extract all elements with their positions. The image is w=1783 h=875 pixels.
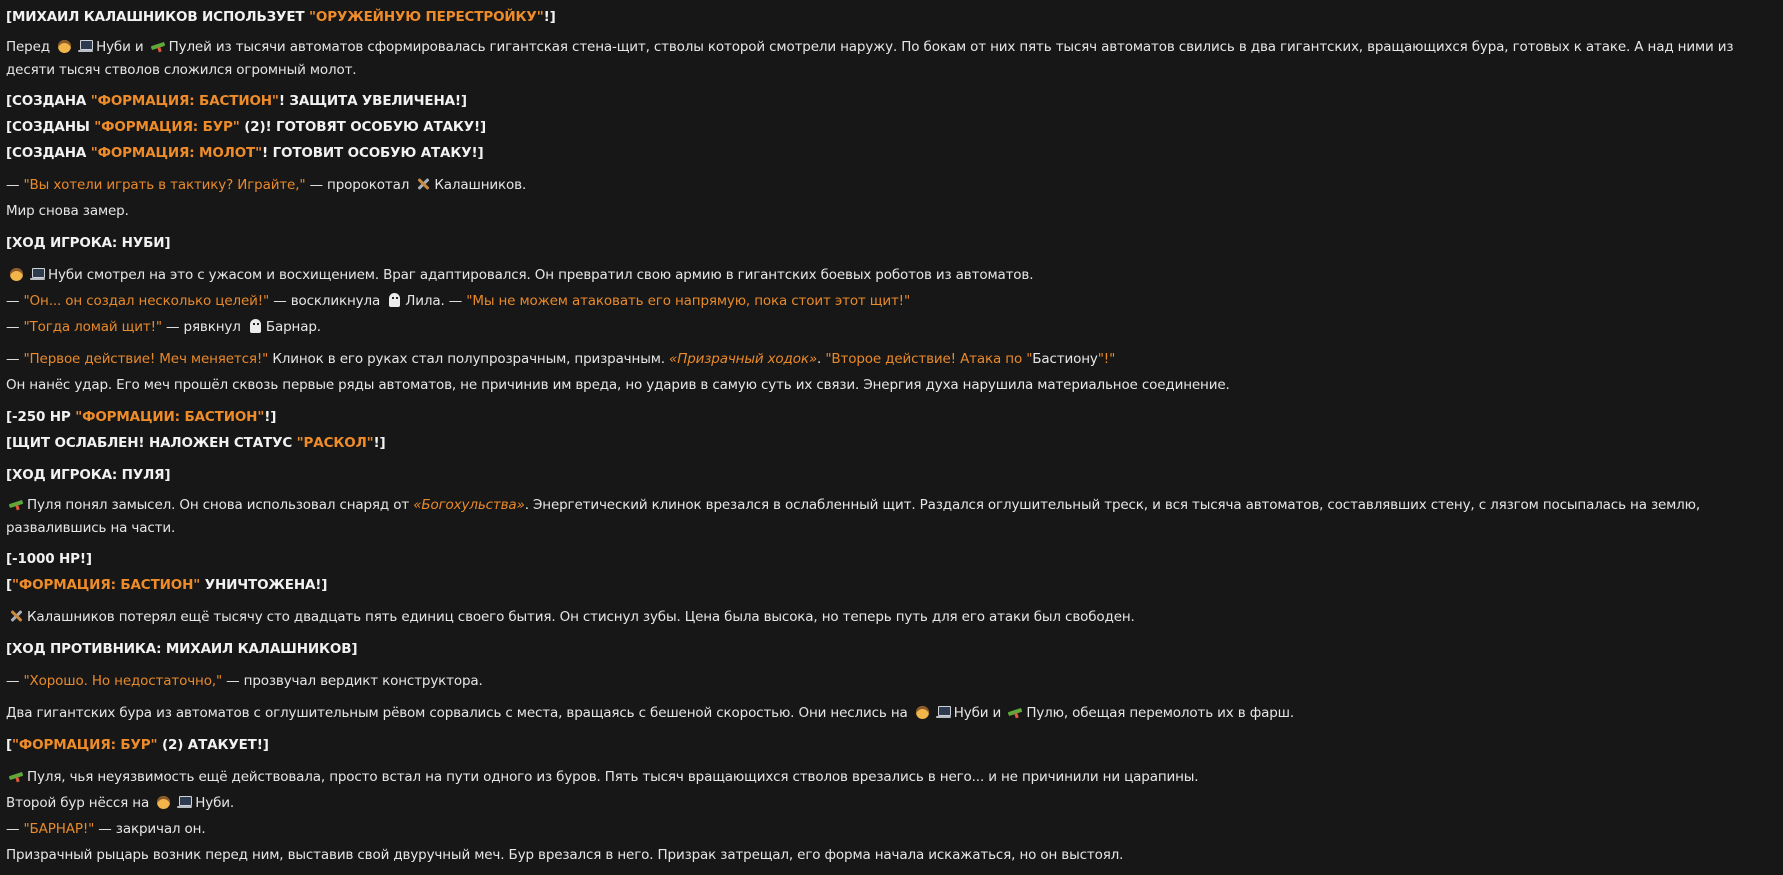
message-text: Перед <box>6 39 55 55</box>
dialogue-line <box>6 288 1773 314</box>
message-text: Нуби смотрел на это с ужасом и восхищением. Враг адаптировался. Он превратил свою армию в гигантских боевых роботов из автоматов. <box>48 267 1034 283</box>
message-text: Призрачный рыцарь возник перед ним, выставив свой двуручный меч. Бур врезался в него. Призрак затрещал, его форма начала искажаться, но он выстоял. <box>6 847 1124 863</box>
status-name: "РАСКОЛ" <box>296 435 374 451</box>
dialogue-line <box>6 346 1773 372</box>
message-text: УНИЧТОЖЕНА!] <box>200 577 328 593</box>
message-text: Два гигантских бура из автоматов с оглушительным рёвом сорвались с места, вращаясь с бешеной скоростью. Они неслись на <box>6 705 912 721</box>
message-text: . Энергетический клинок врезался в ослабленный щит. Раздался оглушительный треск, и вся тысяча автоматов, составлявших стену, с лязгом посыпалась на землю, развалившись на части. <box>6 497 1701 536</box>
narration-line <box>6 604 1773 630</box>
quote: "!" <box>1097 351 1116 367</box>
formation-name: "ФОРМАЦИЯ: МОЛОТ" <box>90 145 263 161</box>
face-icon <box>156 795 171 809</box>
message-text: [ <box>6 737 13 753</box>
message-text: Калашников. <box>434 177 527 193</box>
message-text: (2) АТАКУЕТ!] <box>157 737 269 753</box>
message-text: [ХОД ПРОТИВНИКА: МИХАИЛ КАЛАШНИКОВ] <box>6 641 358 657</box>
message-text: ! ГОТОВИТ ОСОБУЮ АТАКУ!] <box>262 145 484 161</box>
dialogue-line <box>6 172 1773 198</box>
laptop-icon <box>936 705 951 719</box>
quote: "Хорошо. Но недостаточно," <box>23 673 223 689</box>
laptop-icon <box>177 795 192 809</box>
narration-paragraph <box>6 36 1773 82</box>
message-text: — пророкотал <box>305 177 414 193</box>
message-text: — воскликнула <box>269 293 385 309</box>
message-text: Пуля понял замысел. Он снова использовал снаряд от <box>27 497 414 513</box>
system-message <box>6 140 1773 166</box>
message-text: [ХОД ИГРОКА: НУБИ] <box>6 235 171 251</box>
laptop-icon <box>78 39 93 53</box>
system-message <box>6 546 1773 572</box>
message-text: [-250 HP <box>6 409 76 425</box>
message-text: !] <box>373 435 386 451</box>
quote: "Мы не можем атаковать его напрямую, пока стоит этот щит!" <box>466 293 911 309</box>
message-text: Пуля, чья неуязвимость ещё действовала, просто встал на пути одного из буров. Пять тысяч вращающихся стволов врезались в него... и не причинили ни царапины. <box>27 769 1199 785</box>
message-text: — закричал он. <box>94 821 206 837</box>
dialogue-line <box>6 314 1773 340</box>
message-text: ! ЗАЩИТА УВЕЛИЧЕНА!] <box>278 93 467 109</box>
dialogue-line <box>6 816 1773 842</box>
dialogue-line <box>6 668 1773 694</box>
message-text: !] <box>543 9 556 25</box>
message-text: Калашников потерял ещё тысячу сто двадцать пять единиц своего бытия. Он стиснул зубы. Цена была высока, но теперь путь для его атаки был свободен. <box>27 609 1135 625</box>
message-text: — <box>6 351 24 367</box>
narration-line <box>6 372 1773 398</box>
message-text: Пулю, обещая перемолоть их в фарш. <box>1026 705 1295 721</box>
formation-name: "ФОРМАЦИЯ: БУР" <box>94 119 240 135</box>
message-text: Второй бур нёсся на <box>6 795 154 811</box>
message-text: [ЩИТ ОСЛАБЛЕН! НАЛОЖЕН СТАТУС <box>6 435 297 451</box>
narration-line <box>6 262 1773 288</box>
message-text: — <box>6 293 24 309</box>
formation-name: "ФОРМАЦИИ: БАСТИОН" <box>75 409 265 425</box>
narration-line <box>6 764 1773 790</box>
turn-header <box>6 636 1773 662</box>
quote: "Вы хотели играть в тактику? Играйте," <box>23 177 306 193</box>
face-icon <box>915 705 930 719</box>
message-text: Мир снова замер. <box>6 203 129 219</box>
message-text: — <box>6 319 24 335</box>
quote: "Первое действие! Меч меняется!" <box>23 351 269 367</box>
laptop-icon <box>30 267 45 281</box>
narration-paragraph <box>6 494 1773 540</box>
narration-line <box>6 198 1773 224</box>
formation-name: "ФОРМАЦИЯ: БУР" <box>12 737 158 753</box>
narration-line <box>6 700 1773 726</box>
message-text: Клинок в его руках стал полупрозрачным, призрачным. <box>268 351 670 367</box>
quote: "Второе действие! Атака по " <box>825 351 1033 367</box>
narration-line <box>6 842 1773 868</box>
system-message <box>6 572 1773 598</box>
face-icon <box>57 39 72 53</box>
message-text: — рявкнул <box>161 319 245 335</box>
message-text: . <box>817 351 826 367</box>
system-message <box>6 430 1773 456</box>
ghost-icon <box>387 293 402 307</box>
system-message <box>6 88 1773 114</box>
message-text: [ <box>6 577 13 593</box>
message-text: [СОЗДАНЫ <box>6 119 95 135</box>
message-text: — <box>6 177 24 193</box>
quote: "БАРНАР!" <box>23 821 95 837</box>
gun-icon <box>151 39 166 53</box>
formation-name: "ФОРМАЦИЯ: БАСТИОН" <box>12 577 201 593</box>
gun-icon <box>1008 705 1023 719</box>
message-text: Нуби и <box>96 39 148 55</box>
skill-name: «Призрачный ходок» <box>669 351 818 367</box>
message-text: (2)! ГОТОВЯТ ОСОБУЮ АТАКУ!] <box>239 119 487 135</box>
message-text: [ХОД ИГРОКА: ПУЛЯ] <box>6 467 171 483</box>
quote: "Он... он создал несколько целей!" <box>23 293 270 309</box>
message-text: [МИХАИЛ КАЛАШНИКОВ ИСПОЛЬЗУЕТ <box>6 9 310 25</box>
turn-header <box>6 230 1773 256</box>
message-text: Пулей из тысячи автоматов сформировалась гигантская стена-щит, стволы которой смотрели наружу. По бокам от них пять тысяч автоматов свились в два гигантских, вращающихся бура, готовых к атаке. А над ними из десяти тысяч стволов сложился огромный молот. <box>6 39 1734 78</box>
message-text: [СОЗДАНА <box>6 145 91 161</box>
message-text: Бастиону <box>1032 351 1098 367</box>
gun-icon <box>9 769 24 783</box>
system-message <box>6 114 1773 140</box>
message-text: Барнар. <box>265 319 321 335</box>
message-text: Нуби. <box>195 795 235 811</box>
tools-icon <box>9 609 24 623</box>
system-message <box>6 404 1773 430</box>
turn-header <box>6 462 1773 488</box>
message-text: — <box>6 821 24 837</box>
message-text: — <box>6 673 24 689</box>
message-text: — прозвучал вердикт конструктора. <box>222 673 483 689</box>
message-text: Нуби и <box>953 705 1006 721</box>
message-text: [СОЗДАНА <box>6 93 91 109</box>
system-message <box>6 4 1773 30</box>
message-text: Лила. — <box>405 293 467 309</box>
face-icon <box>9 267 24 281</box>
weapon-name: «Богохульства» <box>413 497 525 513</box>
system-message <box>6 732 1773 758</box>
message-text: !] <box>264 409 277 425</box>
skill-name: "ОРУЖЕЙНУЮ ПЕРЕСТРОЙКУ" <box>309 9 544 25</box>
formation-name: "ФОРМАЦИЯ: БАСТИОН" <box>90 93 279 109</box>
narration-line <box>6 790 1773 816</box>
tools-icon <box>416 177 431 191</box>
ghost-icon <box>248 319 263 333</box>
message-text: Он нанёс удар. Его меч прошёл сквозь первые ряды автоматов, не причинив им вреда, но ударив в самую суть их связи. Энергия духа нарушила материальное соединение. <box>6 377 1230 393</box>
message-text: [-1000 HP!] <box>6 551 92 567</box>
gun-icon <box>9 497 24 511</box>
quote: "Тогда ломай щит!" <box>23 319 162 335</box>
